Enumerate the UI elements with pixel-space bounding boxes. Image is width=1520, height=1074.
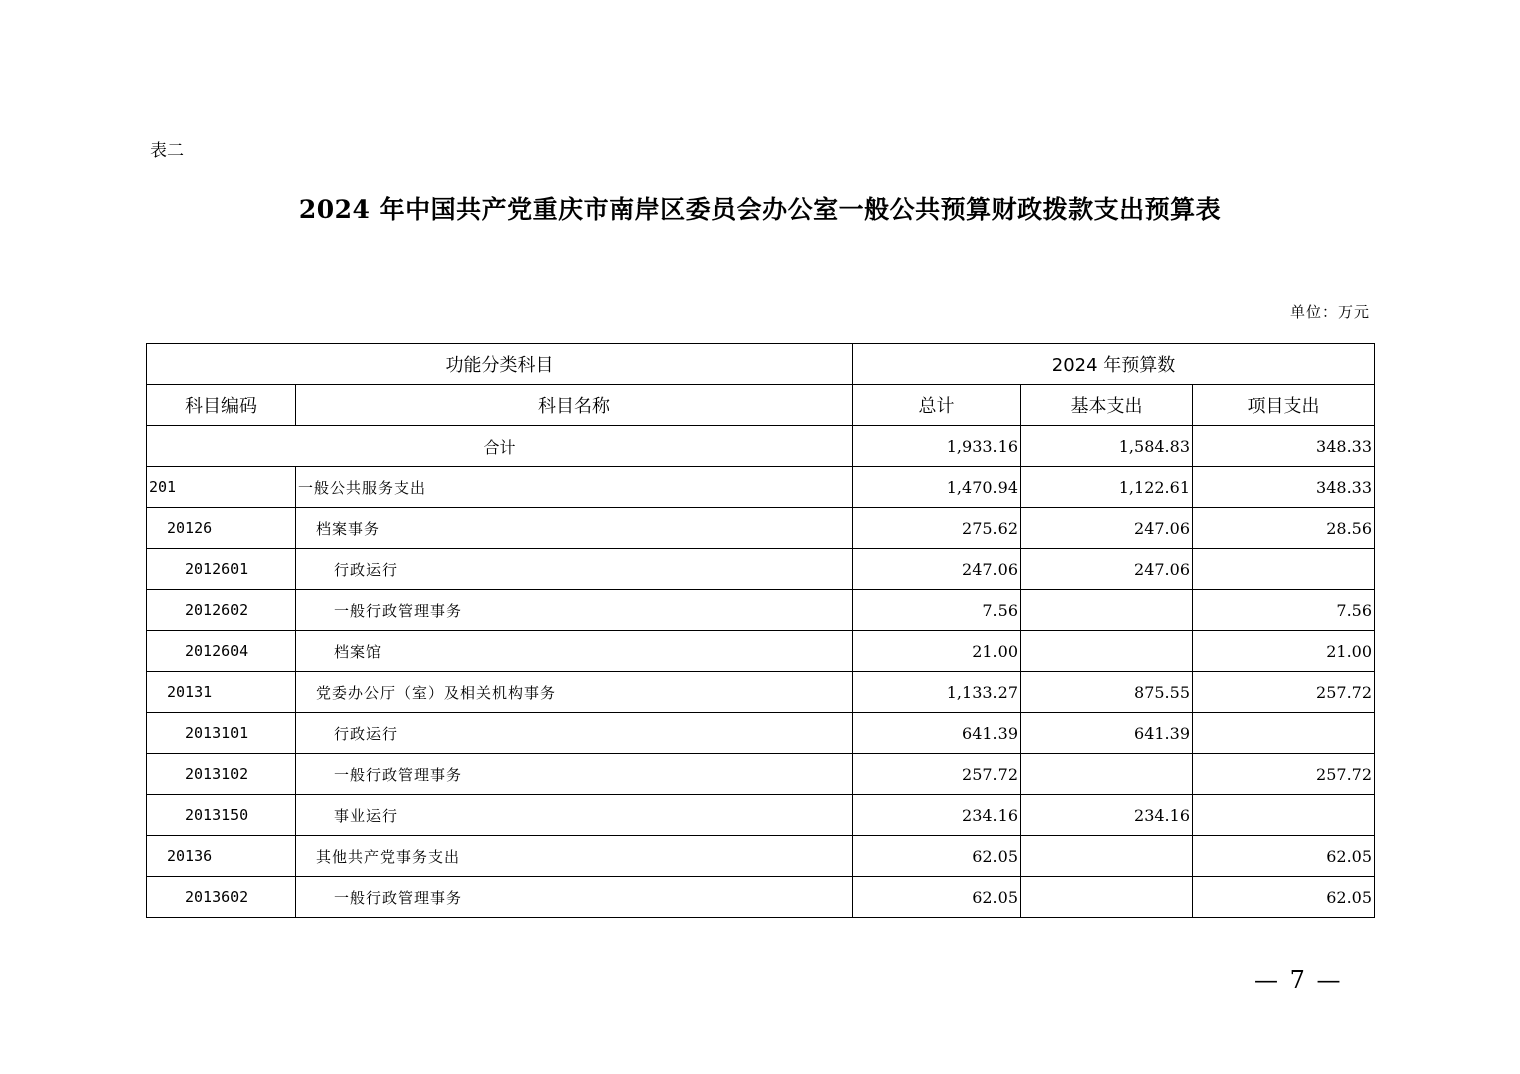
row-basic: 247.06 <box>1021 549 1193 590</box>
page-number: — 7 — <box>1254 966 1343 994</box>
total-row-project: 348.33 <box>1193 426 1375 467</box>
header-function-category: 功能分类科目 <box>147 344 853 385</box>
row-project <box>1193 795 1375 836</box>
row-name: 一般行政管理事务 <box>296 877 853 918</box>
row-basic: 641.39 <box>1021 713 1193 754</box>
table-label: 表二 <box>150 141 184 161</box>
row-name: 一般行政管理事务 <box>296 754 853 795</box>
row-name: 一般行政管理事务 <box>296 590 853 631</box>
row-code: 2012604 <box>147 631 296 672</box>
row-project: 7.56 <box>1193 590 1375 631</box>
document-title: 2024 年中国共产党重庆市南岸区委员会办公室一般公共预算财政拨款支出预算表 <box>298 195 1222 224</box>
table-row <box>147 795 1375 836</box>
row-code: 2013102 <box>147 754 296 795</box>
row-basic <box>1021 631 1193 672</box>
row-basic <box>1021 877 1193 918</box>
row-total: 641.39 <box>853 713 1021 754</box>
row-project <box>1193 549 1375 590</box>
header-basic: 基本支出 <box>1021 385 1193 426</box>
total-row-label: 合计 <box>147 426 853 467</box>
row-total: 247.06 <box>853 549 1021 590</box>
table-row <box>147 631 1375 672</box>
row-name: 其他共产党事务支出 <box>296 836 853 877</box>
header-name: 科目名称 <box>296 385 853 426</box>
row-code: 201 <box>147 467 296 508</box>
row-name: 档案馆 <box>296 631 853 672</box>
table-row <box>147 508 1375 549</box>
row-total: 234.16 <box>853 795 1021 836</box>
table-row <box>147 467 1375 508</box>
row-project: 257.72 <box>1193 754 1375 795</box>
table-row <box>147 672 1375 713</box>
row-name: 行政运行 <box>296 549 853 590</box>
row-basic: 1,122.61 <box>1021 467 1193 508</box>
row-project: 348.33 <box>1193 467 1375 508</box>
table-row <box>147 754 1375 795</box>
total-row-basic: 1,584.83 <box>1021 426 1193 467</box>
row-name: 一般公共服务支出 <box>296 467 853 508</box>
row-code: 20126 <box>147 508 296 549</box>
row-total: 257.72 <box>853 754 1021 795</box>
row-name: 行政运行 <box>296 713 853 754</box>
row-basic <box>1021 590 1193 631</box>
row-project: 257.72 <box>1193 672 1375 713</box>
row-code: 2013101 <box>147 713 296 754</box>
row-total: 7.56 <box>853 590 1021 631</box>
row-total: 1,470.94 <box>853 467 1021 508</box>
total-row-total: 1,933.16 <box>853 426 1021 467</box>
row-total: 275.62 <box>853 508 1021 549</box>
row-code: 2012602 <box>147 590 296 631</box>
row-total: 1,133.27 <box>853 672 1021 713</box>
row-basic <box>1021 754 1193 795</box>
table-row <box>147 590 1375 631</box>
row-code: 2012601 <box>147 549 296 590</box>
row-project <box>1193 713 1375 754</box>
unit-label: 单位：万元 <box>1289 303 1370 321</box>
row-name: 档案事务 <box>296 508 853 549</box>
table-row <box>147 713 1375 754</box>
row-project: 62.05 <box>1193 836 1375 877</box>
row-name: 党委办公厅（室）及相关机构事务 <box>296 672 853 713</box>
budget-table <box>146 343 1375 918</box>
header-project: 项目支出 <box>1193 385 1375 426</box>
row-total: 21.00 <box>853 631 1021 672</box>
row-basic: 875.55 <box>1021 672 1193 713</box>
header-total: 总计 <box>853 385 1021 426</box>
table-row <box>147 549 1375 590</box>
header-code: 科目编码 <box>147 385 296 426</box>
row-code: 20131 <box>147 672 296 713</box>
row-project: 62.05 <box>1193 877 1375 918</box>
row-basic <box>1021 836 1193 877</box>
row-code: 2013150 <box>147 795 296 836</box>
row-code: 20136 <box>147 836 296 877</box>
row-name: 事业运行 <box>296 795 853 836</box>
table-row <box>147 836 1375 877</box>
row-basic: 234.16 <box>1021 795 1193 836</box>
header-budget-year: 2024 年预算数 <box>853 344 1375 385</box>
total-row <box>147 426 1375 467</box>
row-project: 28.56 <box>1193 508 1375 549</box>
row-basic: 247.06 <box>1021 508 1193 549</box>
row-code: 2013602 <box>147 877 296 918</box>
row-project: 21.00 <box>1193 631 1375 672</box>
row-total: 62.05 <box>853 877 1021 918</box>
header-row-columns <box>147 385 1375 426</box>
row-total: 62.05 <box>853 836 1021 877</box>
header-row-group <box>147 344 1375 385</box>
table-row <box>147 877 1375 918</box>
